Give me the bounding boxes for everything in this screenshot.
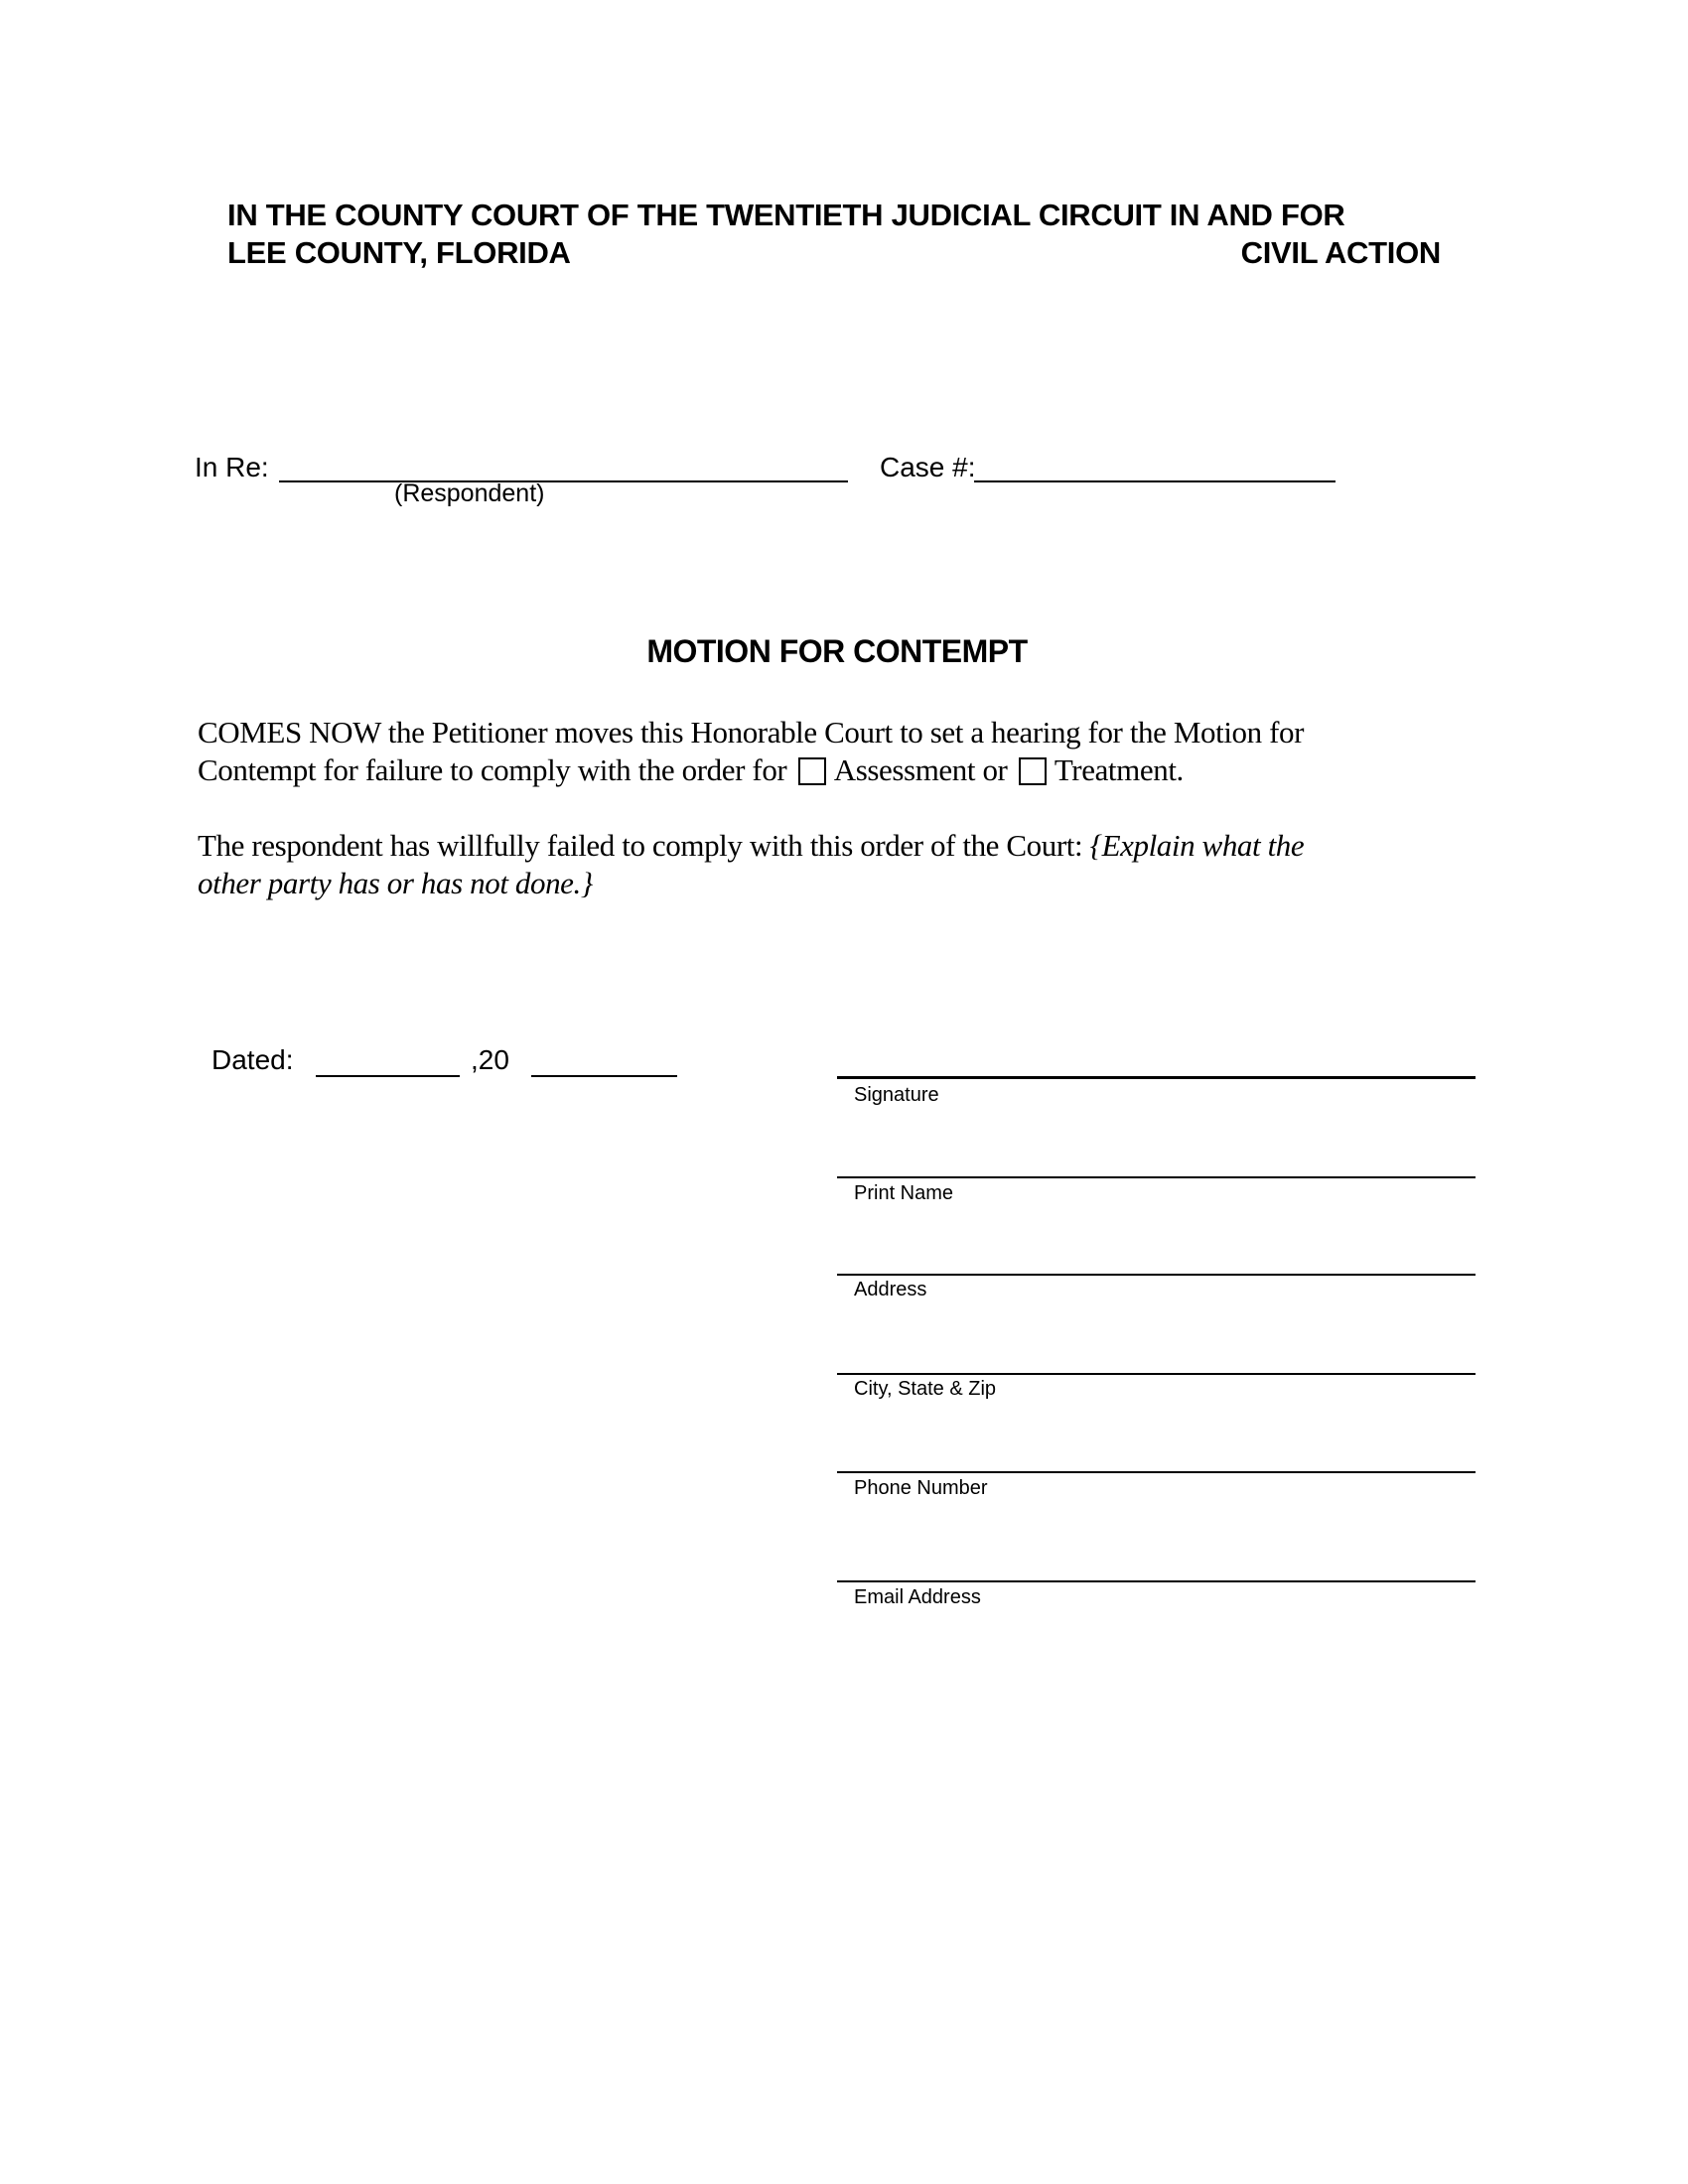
- year-field[interactable]: [531, 1075, 677, 1077]
- address-label: Address: [854, 1279, 927, 1300]
- paragraph2-line2: [198, 866, 593, 901]
- paragraph2-line1: [198, 828, 1304, 864]
- paragraph1-line2: [198, 752, 1184, 788]
- phone-number-label: Phone Number: [854, 1477, 988, 1499]
- paragraph2-text: The respondent has willfully failed to comply with this order of the Court:: [198, 828, 1083, 863]
- paragraph2-instruction-2: other party has or has not done.}: [198, 866, 593, 900]
- paragraph1-line2-text: Contempt for failure to comply with the order for: [198, 752, 787, 787]
- court-header-civil-action: CIVIL ACTION: [1240, 235, 1441, 270]
- year-prefix: ,20: [471, 1044, 509, 1075]
- respondent-name-field[interactable]: [279, 480, 848, 482]
- city-state-zip-field[interactable]: [837, 1373, 1476, 1375]
- case-number-label: Case #:: [880, 452, 976, 482]
- assessment-checkbox[interactable]: [798, 757, 826, 785]
- court-header-line1: IN THE COUNTY COURT OF THE TWENTIETH JUDICIAL CIRCUIT IN AND FOR: [227, 198, 1345, 232]
- city-state-zip-label: City, State & Zip: [854, 1378, 997, 1400]
- date-field[interactable]: [316, 1075, 460, 1077]
- treatment-label: Treatment.: [1054, 752, 1184, 787]
- treatment-checkbox[interactable]: [1019, 757, 1047, 785]
- signature-field[interactable]: [837, 1076, 1476, 1079]
- court-header-county: LEE COUNTY, FLORIDA: [227, 235, 571, 270]
- respondent-label: (Respondent): [394, 479, 545, 507]
- print-name-label: Print Name: [854, 1182, 954, 1204]
- in-re-label: In Re:: [195, 452, 269, 482]
- paragraph1-line1: COMES NOW the Petitioner moves this Honorable Court to set a hearing for the Motion for: [198, 715, 1305, 750]
- phone-number-field[interactable]: [837, 1471, 1476, 1473]
- print-name-field[interactable]: [837, 1176, 1476, 1178]
- email-address-field[interactable]: [837, 1580, 1476, 1582]
- paragraph2-instruction-1: {Explain what the: [1089, 828, 1305, 863]
- dated-label: Dated:: [211, 1044, 294, 1075]
- signature-label: Signature: [854, 1084, 939, 1106]
- case-number-field[interactable]: [974, 480, 1336, 482]
- assessment-label: Assessment or: [833, 752, 1008, 787]
- address-field[interactable]: [837, 1274, 1476, 1276]
- document-title: MOTION FOR CONTEMPT: [646, 633, 1028, 669]
- email-address-label: Email Address: [854, 1586, 981, 1608]
